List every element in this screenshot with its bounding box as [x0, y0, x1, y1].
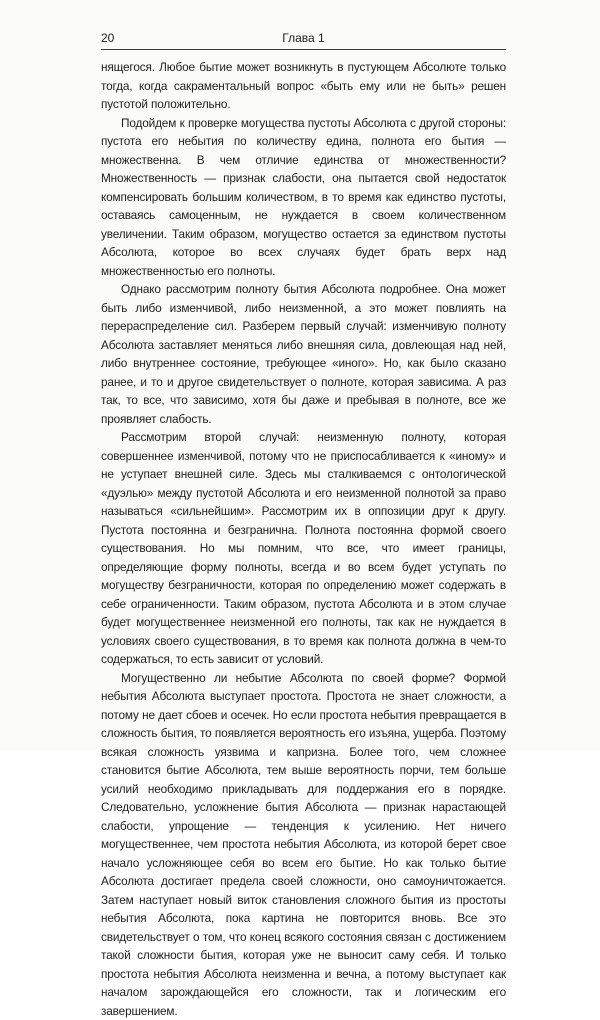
- paragraph: Рассмотрим второй случай: неизменную полноту, которая совершеннее изменчивой, потому что не приспосабливается к «иному» и не уступает внешней силе. Здесь мы сталкиваемся с онтологической «дуэлью» между пустотой Абсолюта и его неизменной полнотой за право называться «сильнейшим». Рассмотрим их в оппозиции друг к другу. Пустота постоянна и безгранична. Полнота постоянна формой своего существования. Но мы помним, что все, что имеет границы, определяющие форму полноты, всегда и во всем будет уступать по могуществу безграничности, которая по определению может содержать в себе ограниченности. Таким образом, пустота Абсолюта и в этом случае будет могущественнее неизменной его полноты, так как не нуждается в условиях своего существования, в то время как полнота должна в чем-то содержаться, то есть зависит от условий.: [101, 428, 506, 669]
- header-rule: [101, 49, 506, 50]
- paragraph: Подойдем к проверке могущества пустоты Абсолюта с другой стороны: пустота его небытия по количеству едина, полнота его бытия — множественна. В чем отличие единства от множественности? Множественность — признак слабости, она пытается свой недостаток компенсировать большим количеством, в то время как единство пустоты, оставаясь самоценным, не нуждается в своем количественном увеличении. Таким образом, могущество остается за единством пустоты Абсолюта, которое во всех случаях будет брать верх над множественностью его полноты.: [101, 114, 506, 281]
- paragraph-continuation: нящегося. Любое бытие может возникнуть в пустующем Абсолюте только тогда, когда сакраментальный вопрос «быть ему или не быть» решен пустотой положительно.: [101, 58, 506, 114]
- running-header: [101, 30, 506, 48]
- paragraph: Могущественно ли небытие Абсолюта по своей форме? Формой небытия Абсолюта выступает простота. Простота не знает сложности, а потому не дает сбоев и осечек. Но если простота небытия превращается в сложность бытия, то появляется вероятность его изъяна, ущерба. Поэтому всякая сложность уязвима и капризна. Более того, чем сложнее становится бытие Абсолюта, тем выше вероятность порчи, тем больше усилий необходимо прикладывать для поддержания его в порядке. Следовательно, усложнение бытия Абсолюта — признак нарастающей слабости, упрощение — тенденция к усилению. Нет ничего могущественнее, чем простота небытия Абсолюта, из которой берет свое начало усложняющее себя во всем его бытие. Но как только бытие Абсолюта достигает предела своей сложности, оно самоуничтожается. Затем наступает новый виток становления сложного бытия из простоты небытия Абсолюта, пока картина не повторится вновь. Все это свидетельствует о том, что конец всякого состояния связан с достижением такой сложности бытия, которая уже не выносит саму себя. И только простота небытия Абсолюта неизменна и вечна, а потому выступает как началом зарождающейся его сложности, так и логическим его завершением.: [101, 669, 506, 1020]
- paragraph: Однако рассмотрим полноту бытия Абсолюта подробнее. Она может быть либо изменчивой, либо неизменной, а это может повлиять на перераспределение сил. Разберем первый случай: изменчивую полноту Абсолюта заставляет меняться либо внешняя сила, довлеющая над ней, либо внутреннее состояние, требующее «иного». Но, как было сказано ранее, и то и другое свидетельствует о полноте, которая зависима. А раз так, то все, что зависимо, хотя бы даже и пребывая в полноте, все же проявляет слабость.: [101, 280, 506, 428]
- body-text: [101, 58, 506, 1020]
- page-number: 20: [101, 30, 114, 46]
- chapter-title: Глава 1: [101, 30, 506, 46]
